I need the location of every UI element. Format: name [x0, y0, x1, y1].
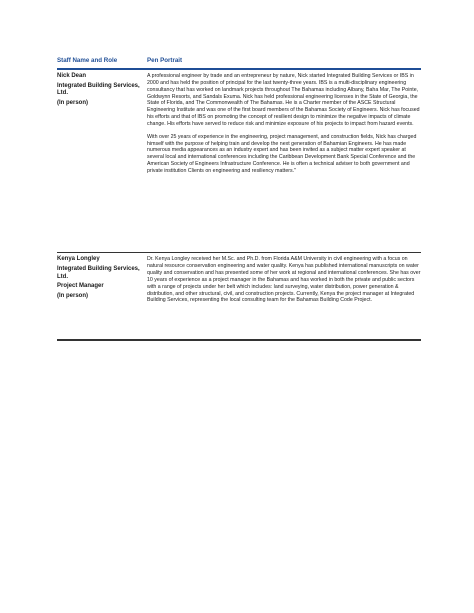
staff-name: Nick Dean [57, 73, 87, 79]
portrait-paragraph: A professional engineer by trade and an entrepreneur by nature, Nick started Integrated Building Services or IBS in 2000 and has held the position of principal for the last twenty-three years. IBS is a multi-disciplinary engineering consultancy that has worked on landmark projects throughout The Bahamas including Albany, Baha Mar, The Pointe, Goldwynn Resorts, and Sandals Exuma. Nick has held professional engineering licenses in the State of Georgia, the State of Florida, and The Commonwealth of The Bahamas. He is a Charter member of the ASCE Structural Engineering Institute and was one of the first board members of the Bahamas Society of Engineers. Nick has focused his efforts and that of IBS on promoting the concept of resilient design to minimize the negative impacts of climate change. His efforts have served to reduce risk and minimize exposure of his projects to impact from hazard events. [147, 73, 420, 127]
header-cell-staff [57, 49, 147, 67]
staff-attendance: (In person) [57, 292, 88, 299]
table-row [57, 253, 421, 339]
header-cell-portrait [147, 49, 182, 67]
staff-cell [57, 256, 147, 339]
portrait-paragraph: Dr. Kenya Longley received her M.Sc. and Ph.D. from Florida A&M University in civil engineering with a focus on natural resource conservation engineering and water quality. Kenya has published international manuscripts on water quality and conservation and has presented some of her work at regional and international conferences. She has over 10 years of experience as a project manager in the Bahamas and has worked in both the private and public sectors with a range of projects under her belt which includes: land surveying, water distribution, power generation & distribution, and other structural, civil, and construction projects. Currently, Kenya the project manager at Integrated Building Services, representing the local consulting team for the Bahamas Building Code Project. [147, 256, 421, 304]
staff-company: Integrated Building Services, Ltd. [57, 82, 140, 97]
staff-cell [57, 73, 147, 252]
header-pen-portrait: Pen Portrait [147, 57, 183, 64]
header-staff-name-role: Staff Name and Role [57, 57, 118, 64]
table-header [57, 55, 421, 67]
staff-table [57, 55, 421, 341]
staff-company: Integrated Building Services, Ltd. [57, 265, 140, 280]
portrait-cell [147, 73, 421, 252]
portrait-cell [147, 256, 421, 339]
staff-role: Project Manager [57, 283, 104, 290]
table-bottom-rule [57, 339, 421, 340]
staff-attendance: (In person) [57, 99, 88, 106]
table-row [57, 70, 421, 252]
portrait-paragraph: With over 25 years of experience in the engineering, project management, and construction fields, Nick has charged himself with the purpose of helping train and develop the next generation of Bahamian Engineers. He has made numerous media appearances as an industry expert and has been invited as a subject matter expert speaker at several local and international conferences including the Caribbean Development Bank Special Conference and the American Society of Engineers Infrastructure Conference. He is often a technical adviser to both government and private institution Clients on engineering and resiliency matters." [147, 133, 417, 174]
staff-name: Kenya Longley [57, 256, 100, 263]
